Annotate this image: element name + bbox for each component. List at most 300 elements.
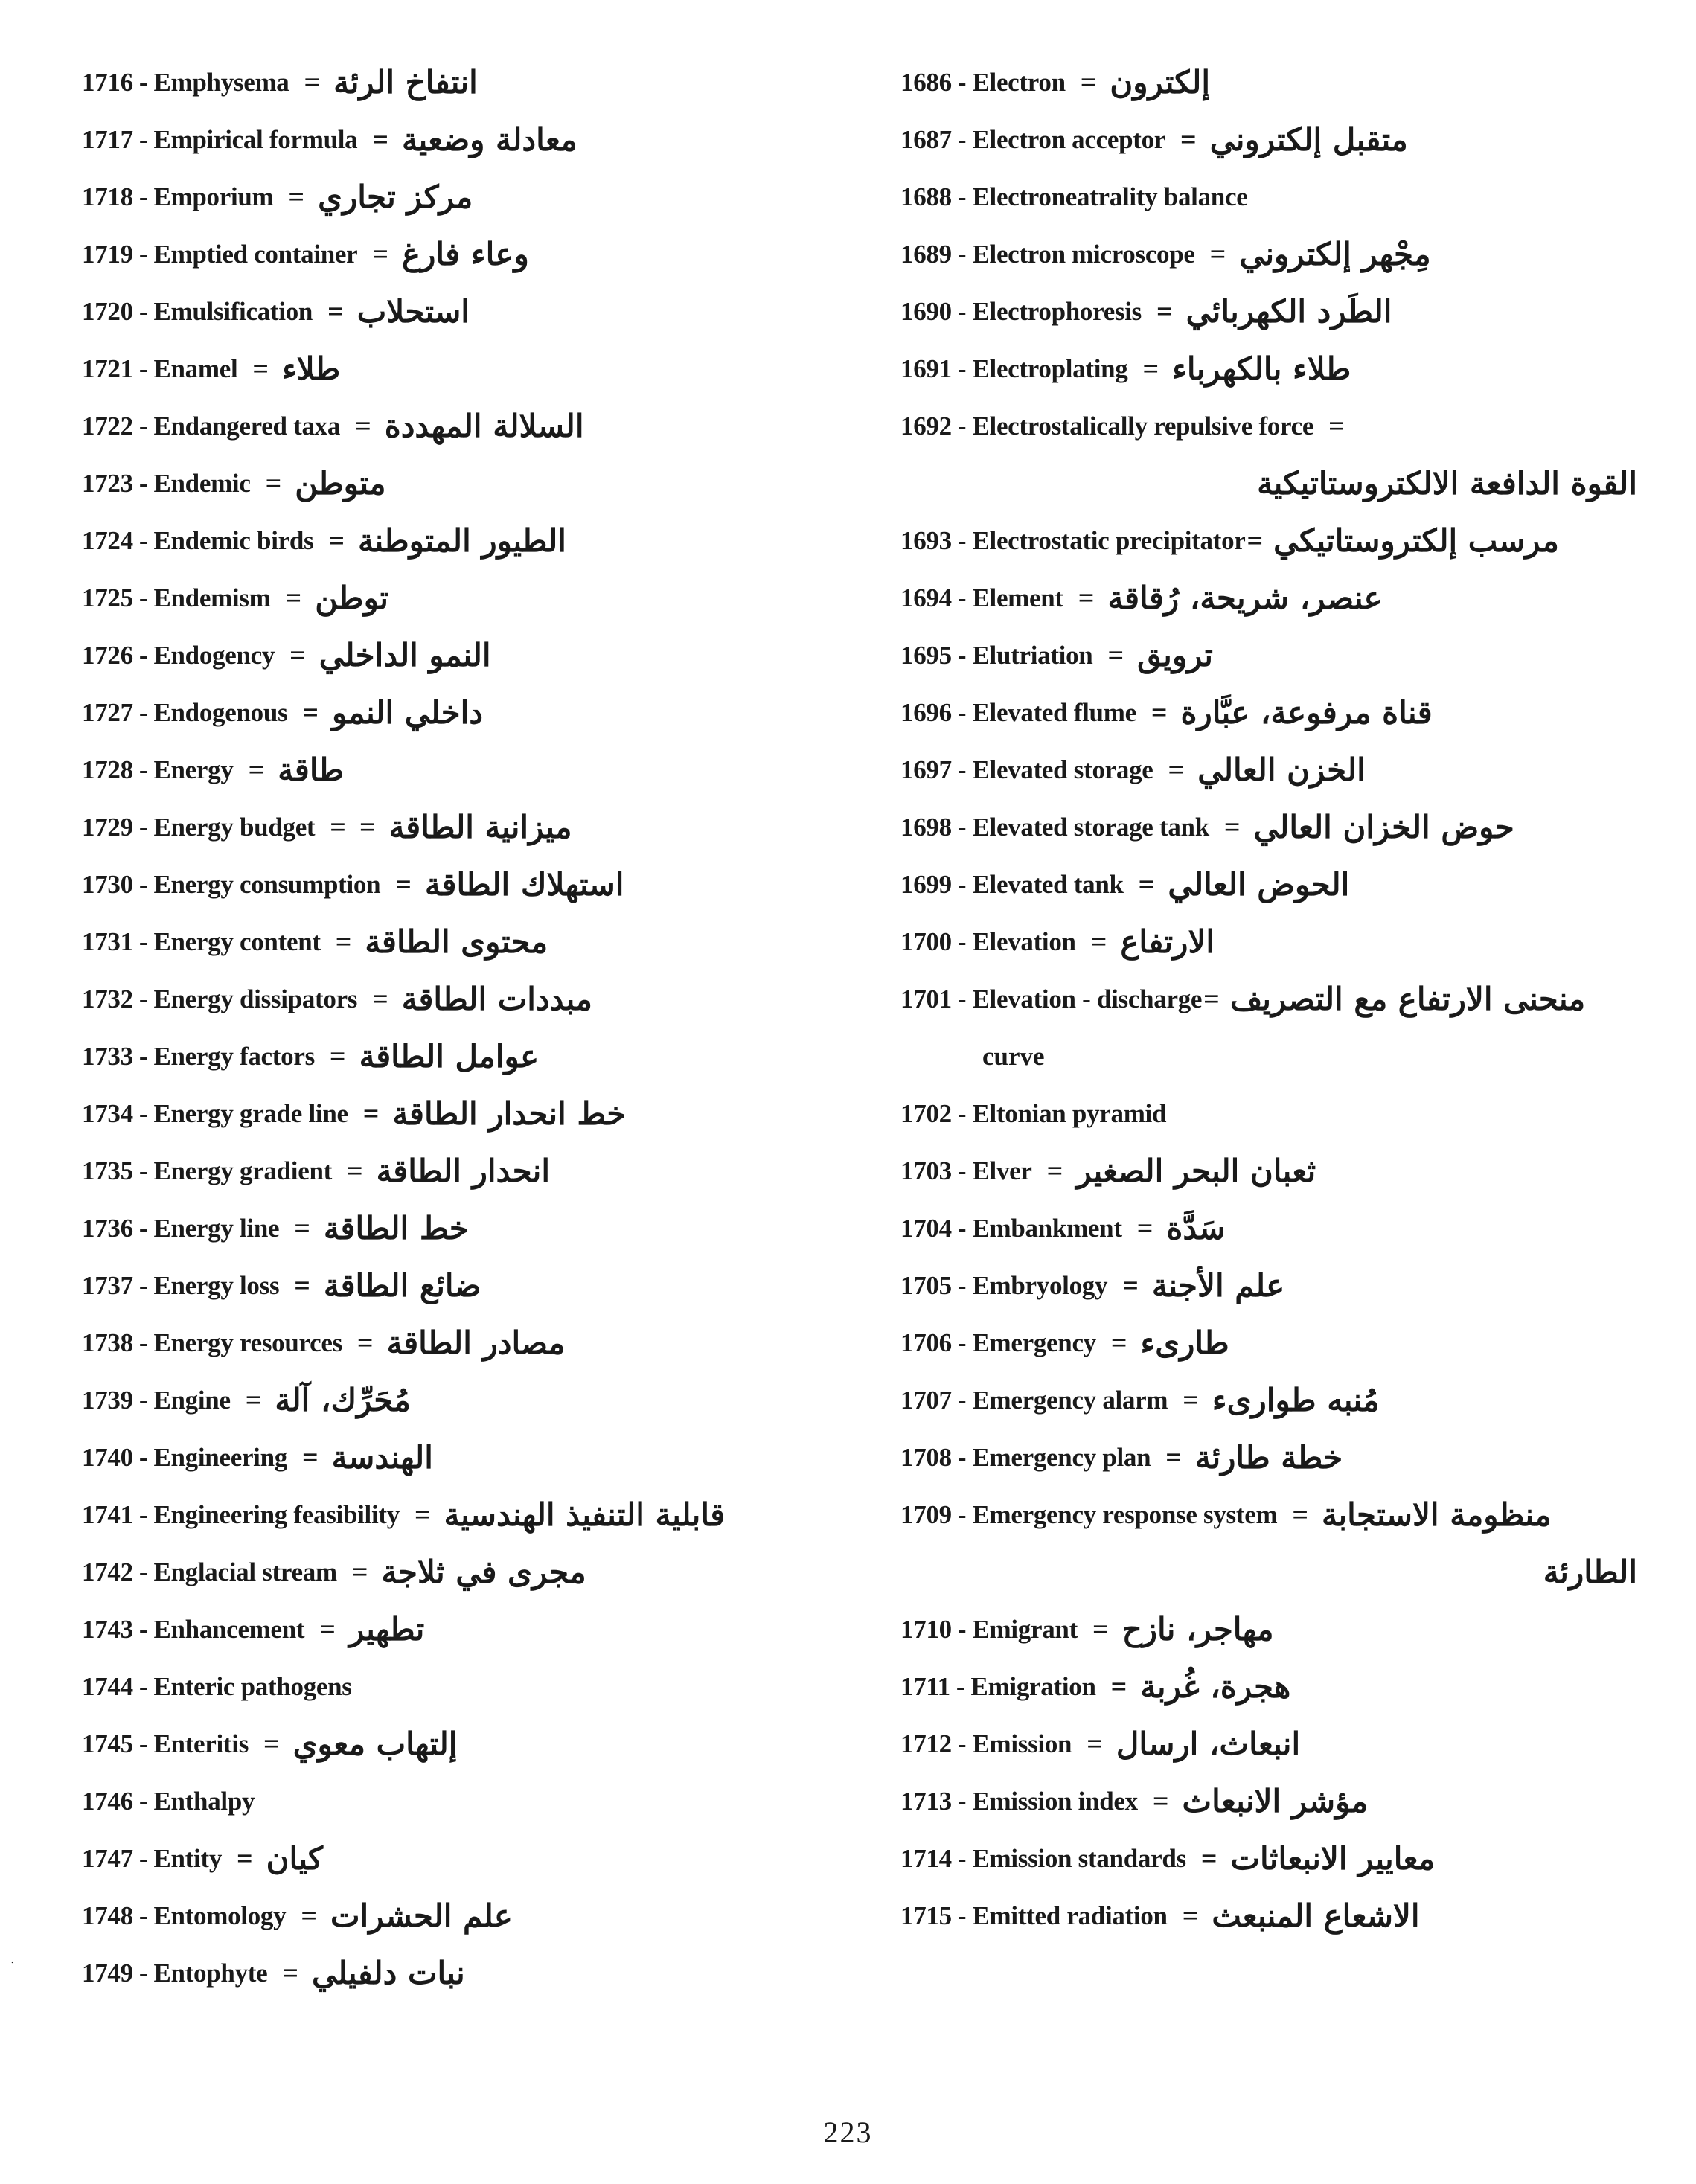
entry-term: Energy resources (153, 1328, 342, 1357)
entry-number: 1694 (900, 583, 952, 612)
glossary-entry (82, 741, 826, 798)
glossary-entry (900, 798, 1645, 856)
entry-number: 1736 (82, 1213, 133, 1243)
glossary-entry (900, 1257, 1645, 1314)
glossary-entry (900, 913, 1645, 970)
glossary-entry (82, 1830, 826, 1887)
entry-equals: = (1180, 124, 1197, 156)
entry-number: 1737 (82, 1270, 133, 1300)
glossary-entry (82, 970, 826, 1028)
entry-term: Elevated storage (972, 755, 1153, 784)
entry-term: Energy loss (153, 1270, 280, 1300)
entry-arabic: طارىء (1140, 1325, 1229, 1361)
glossary-entry (82, 627, 826, 684)
entry-number: 1720 (82, 296, 133, 326)
entry-term: Engine (153, 1385, 231, 1415)
glossary-entry (82, 1371, 826, 1429)
entry-arabic: ميزانية الطاقة (388, 809, 572, 845)
glossary-entry (82, 1944, 826, 2002)
entry-arabic: خط الطاقة (323, 1210, 469, 1246)
entry-term: Emitted radiation (972, 1900, 1168, 1930)
entry-term: Entity (153, 1843, 223, 1873)
entry-number: 1730 (82, 869, 133, 899)
glossary-entry (82, 512, 826, 569)
entry-term: Emission (972, 1729, 1072, 1758)
entry-separator: - (138, 1729, 148, 1758)
entry-equals: = (248, 754, 265, 786)
entry-arabic: مُحَرِّك، آلة (275, 1382, 411, 1418)
entry-separator: - (138, 1958, 148, 1988)
entry-term: Engineering feasibility (153, 1499, 400, 1529)
entry-number: 1701 (900, 984, 952, 1013)
entry-separator: - (138, 525, 148, 555)
entry-separator: - (138, 67, 148, 97)
entry-equals: = (1247, 525, 1264, 557)
entry-arabic: قابلية التنفيذ الهندسية (444, 1496, 726, 1533)
entry-term: Emission index (972, 1786, 1138, 1816)
entry-term: Elevated flume (972, 697, 1136, 727)
entry-arabic: الاشعاع المنبعث (1212, 1898, 1420, 1934)
glossary-entry (82, 225, 826, 283)
glossary-entry (900, 1887, 1645, 1944)
entry-term: Endangered taxa (153, 411, 341, 441)
entry-number: 1727 (82, 697, 133, 727)
entry-term: Energy grade line (153, 1098, 348, 1128)
entry-number: 1740 (82, 1442, 133, 1472)
entry-equals: = (355, 410, 371, 442)
entry-term: Endogenous (153, 697, 288, 727)
glossary-entry (900, 283, 1645, 340)
entry-equals: = (1136, 1212, 1153, 1244)
entry-arabic: الطارئة (1543, 1554, 1637, 1590)
glossary-entry (900, 1371, 1645, 1429)
entry-arabic: مؤشر الانبعاث (1182, 1783, 1369, 1819)
entry-equals: = (289, 639, 306, 671)
entry-separator: - (957, 182, 967, 211)
entry-separator: - (957, 1729, 967, 1758)
entry-equals: = (1209, 238, 1226, 270)
entry-term: Entophyte (153, 1958, 268, 1988)
entry-number: 1718 (82, 182, 133, 211)
entry-separator: - (957, 926, 967, 956)
entry-separator: - (957, 1786, 967, 1816)
entry-separator: - (138, 411, 148, 441)
entry-equals: = (285, 582, 302, 614)
entry-separator: - (957, 697, 967, 727)
entry-separator: - (957, 411, 967, 441)
entry-equals: = (335, 926, 352, 958)
entry-term: Electrophoresis (972, 296, 1142, 326)
entry-equals: = (1080, 66, 1097, 98)
entry-arabic: عنصر، شريحة، رُقاقة (1107, 580, 1383, 616)
entry-separator: - (957, 1442, 967, 1472)
entry-term: Energy line (153, 1213, 280, 1243)
entry-separator: - (138, 640, 148, 670)
entry-arabic: هجرة، غُربة (1140, 1668, 1291, 1705)
entry-arabic: ثعبان البحر الصغير (1076, 1153, 1316, 1189)
entry-term: Energy (153, 755, 234, 784)
entry-term: Emporium (153, 182, 274, 211)
glossary-entry (82, 1429, 826, 1486)
entry-number: 1716 (82, 67, 133, 97)
glossary-entry (82, 913, 826, 970)
entry-separator: - (138, 353, 148, 383)
entry-equals: = (237, 1842, 253, 1874)
entry-term: Enhancement (153, 1614, 305, 1644)
entry-term: Engineering (153, 1442, 287, 1472)
glossary-entry (900, 627, 1645, 684)
entry-term: Energy gradient (153, 1156, 332, 1185)
entry-separator: - (957, 1843, 967, 1873)
entry-equals: = (1046, 1155, 1063, 1187)
entry-term: Elevation - discharge (972, 984, 1203, 1013)
page-number: 223 (823, 2116, 873, 2149)
glossary-entry (900, 1314, 1645, 1371)
entry-separator: - (138, 1328, 148, 1357)
entry-separator: - (138, 1843, 148, 1873)
entry-number: 1715 (900, 1900, 952, 1930)
entry-number: 1710 (900, 1614, 952, 1644)
entry-separator: - (138, 755, 148, 784)
entry-arabic: مبددات الطاقة (401, 981, 592, 1017)
entry-arabic: استحلاب (356, 293, 470, 330)
entry-arabic: طاقة (278, 752, 345, 788)
entry-arabic: محتوى الطاقة (365, 923, 548, 960)
entry-equals: = (1200, 1842, 1217, 1874)
entry-separator: - (957, 239, 967, 269)
glossary-entry (900, 1658, 1645, 1715)
glossary-entry (900, 397, 1645, 455)
entry-equals: = (294, 1269, 310, 1301)
entry-arabic: القوة الدافعة الالكتروستاتيكية (1257, 465, 1637, 502)
entry-term: Emulsification (153, 296, 313, 326)
glossary-entry (900, 856, 1645, 913)
entry-equals: = (1078, 582, 1095, 614)
entry-term: Elevated storage tank (972, 812, 1209, 842)
entry-number: 1702 (900, 1098, 952, 1128)
entry-separator: - (957, 525, 967, 555)
entry-separator: - (957, 984, 967, 1013)
entry-number: 1742 (82, 1557, 133, 1586)
entry-separator: - (957, 296, 967, 326)
glossary-entry (900, 225, 1645, 283)
entry-arabic: مِجْهر إلكتروني (1239, 236, 1431, 272)
entry-arabic: الخزن العالي (1197, 752, 1366, 788)
entry-separator: - (138, 1098, 148, 1128)
entry-term: Energy dissipators (153, 984, 358, 1013)
entry-arabic: انبعاث، ارسال (1116, 1726, 1301, 1762)
glossary-entry (900, 54, 1645, 111)
entry-number: 1706 (900, 1328, 952, 1357)
entry-separator: - (957, 1270, 967, 1300)
entry-term: Elevated tank (972, 869, 1124, 899)
glossary-entry (900, 1429, 1645, 1486)
entry-term: Electron acceptor (972, 124, 1166, 154)
left-column (82, 54, 826, 2002)
entry-number: 1714 (900, 1843, 952, 1873)
entry-arabic: داخلي النمو (332, 694, 483, 731)
entry-arabic: مرسب إلكتروستاتيكي (1273, 522, 1559, 559)
entry-arabic: خطة طارئة (1194, 1439, 1343, 1476)
entry-equals: = (319, 1613, 336, 1645)
entry-arabic: تطهير (348, 1611, 425, 1647)
entry-number: 1728 (82, 755, 133, 784)
entry-term: Emission standards (972, 1843, 1186, 1873)
entry-number: 1698 (900, 812, 952, 842)
entry-separator: - (957, 869, 967, 899)
entry-separator: - (957, 1156, 967, 1185)
entry-separator: - (138, 1499, 148, 1529)
entry-term: Energy consumption (153, 869, 381, 899)
entry-number: 1738 (82, 1328, 133, 1357)
entry-arabic: ضائع الطاقة (323, 1267, 481, 1304)
entry-number: 1749 (82, 1958, 133, 1988)
entry-number: 1745 (82, 1729, 133, 1758)
entry-term: Enthalpy (153, 1786, 255, 1816)
entry-equals: = (1107, 639, 1124, 671)
entry-number: 1697 (900, 755, 952, 784)
entry-number: 1695 (900, 640, 952, 670)
entry-arabic: سَدَّة (1166, 1210, 1226, 1246)
glossary-entry (82, 455, 826, 512)
glossary-entry (82, 1658, 826, 1715)
entry-number: 1686 (900, 67, 952, 97)
entry-number: 1739 (82, 1385, 133, 1415)
entry-arabic: مصادر الطاقة (386, 1325, 566, 1361)
entry-separator: - (138, 984, 148, 1013)
glossary-entry (82, 1887, 826, 1944)
entry-separator: - (138, 583, 148, 612)
entry-term: Enteric pathogens (153, 1671, 352, 1701)
entry-number: 1731 (82, 926, 133, 956)
entry-separator: - (138, 1614, 148, 1644)
entry-equals: = (304, 66, 321, 98)
entry-arabic-continuation (900, 1543, 1637, 1601)
entry-separator: - (138, 926, 148, 956)
glossary-entry (82, 340, 826, 397)
entry-term: Energy content (153, 926, 321, 956)
entry-term: Eltonian pyramid (972, 1098, 1167, 1128)
entry-number: 1688 (900, 182, 952, 211)
entry-number: 1743 (82, 1614, 133, 1644)
entry-arabic: الطَرد الكهربائي (1185, 293, 1392, 330)
entry-equals: = (346, 1155, 363, 1187)
entry-separator: - (138, 182, 148, 211)
entry-arabic: معادلة وضعية (402, 121, 577, 158)
entry-term: Emergency (972, 1328, 1096, 1357)
entry-number: 1746 (82, 1786, 133, 1816)
entry-arabic: منظومة الاستجابة (1321, 1496, 1552, 1533)
entry-term: Endemic birds (153, 525, 314, 555)
glossary-entry (900, 1773, 1645, 1830)
entry-equals: = (1110, 1327, 1127, 1359)
entry-number: 1719 (82, 239, 133, 269)
entry-equals: = (1122, 1269, 1139, 1301)
entry-arabic: متوطن (295, 465, 386, 502)
entry-term: Endogency (153, 640, 275, 670)
entry-separator: - (138, 812, 148, 842)
entry-equals: = (328, 525, 345, 557)
entry-equals: = (1328, 410, 1345, 442)
entry-separator: - (957, 1499, 967, 1529)
entry-equals: = (288, 181, 305, 213)
entry-equals: = (372, 238, 389, 270)
entry-equals: = (1183, 1384, 1199, 1416)
entry-equals: = (327, 295, 344, 327)
entry-equals: = (1156, 295, 1173, 327)
entry-term: Englacial stream (153, 1557, 337, 1586)
entry-equals: = (1203, 983, 1220, 1015)
entry-equals: = (1138, 868, 1155, 900)
entry-term: Endemic (153, 468, 251, 498)
entry-separator: - (957, 1614, 967, 1644)
entry-equals: = (301, 1441, 319, 1473)
entry-equals: = (356, 1327, 374, 1359)
entry-number: 1733 (82, 1041, 133, 1071)
entry-equals: = (1168, 754, 1185, 786)
entry-number: 1687 (900, 124, 952, 154)
glossary-entry (900, 1715, 1645, 1773)
entry-number: 1690 (900, 296, 952, 326)
entry-number: 1693 (900, 525, 952, 555)
entry-arabic: استهلاك الطاقة (424, 866, 624, 903)
glossary-entry (82, 283, 826, 340)
entry-number: 1696 (900, 697, 952, 727)
entry-term: Electron (972, 67, 1066, 97)
entry-arabic: توطن (315, 580, 388, 616)
entry-separator: - (957, 583, 967, 612)
entry-arabic: إلتهاب معوي (292, 1726, 458, 1762)
entry-separator: - (138, 1557, 148, 1586)
entry-number: 1709 (900, 1499, 952, 1529)
entry-separator: - (138, 1213, 148, 1243)
entry-term: Entomology (153, 1900, 287, 1930)
entry-equals: = (1090, 926, 1107, 958)
entry-arabic: معايير الانبعاثات (1230, 1840, 1436, 1877)
entry-separator: - (957, 1213, 967, 1243)
entry-arabic: وعاء فارغ (402, 236, 529, 272)
glossary-entry (900, 970, 1645, 1028)
entry-equals: = (1182, 1900, 1199, 1932)
entry-equals: = (1087, 1728, 1103, 1760)
entry-arabic: السلالة المهددة (384, 408, 584, 444)
entry-arabic: علم الأجنة (1151, 1267, 1285, 1304)
entry-equals: = (362, 1098, 380, 1130)
glossary-entry (82, 1543, 826, 1601)
glossary-entry (900, 1142, 1645, 1200)
entry-number: 1707 (900, 1385, 952, 1415)
glossary-entry (82, 1085, 826, 1142)
entry-number: 1711 (900, 1671, 950, 1701)
glossary-entry (82, 1142, 826, 1200)
entry-number: 1723 (82, 468, 133, 498)
entry-equals: = (395, 868, 412, 900)
glossary-entry (82, 684, 826, 741)
entry-number: 1700 (900, 926, 952, 956)
entry-separator: - (138, 1786, 148, 1816)
glossary-entry (900, 1601, 1645, 1658)
glossary-entry (82, 1200, 826, 1257)
glossary-entry (900, 1085, 1645, 1142)
glossary-entry (82, 1314, 826, 1371)
entry-term: Energy factors (153, 1041, 315, 1071)
entry-number: 1721 (82, 353, 133, 383)
glossary-entry (900, 1486, 1645, 1543)
entry-equals: = (359, 811, 376, 843)
entry-separator: - (138, 1900, 148, 1930)
glossary-entry (82, 397, 826, 455)
glossary-entry (82, 798, 826, 856)
entry-term: Element (972, 583, 1063, 612)
glossary-entry (82, 856, 826, 913)
entry-number: 1729 (82, 812, 133, 842)
glossary-entry (900, 168, 1645, 225)
glossary-entry (900, 111, 1645, 168)
entry-equals: = (245, 1384, 262, 1416)
entry-number: 1726 (82, 640, 133, 670)
entry-equals: = (1292, 1499, 1308, 1531)
entry-term: Electroplating (972, 353, 1128, 383)
entry-arabic: الطيور المتوطنة (358, 522, 566, 559)
entry-equals: = (301, 1900, 317, 1932)
entry-arabic: مركز تجاري (318, 179, 473, 215)
entry-separator: - (957, 1900, 967, 1930)
entry-equals: = (414, 1499, 431, 1531)
entry-number: 1747 (82, 1843, 133, 1873)
entry-number: 1704 (900, 1213, 952, 1243)
entry-equals: = (1151, 696, 1168, 728)
entry-arabic: قناة مرفوعة، عبَّارة (1180, 694, 1433, 731)
entry-arabic: منحنى الارتفاع مع التصريف (1229, 981, 1586, 1017)
glossary-entry (82, 1257, 826, 1314)
entry-arabic: طلاء بالكهرباء (1172, 350, 1351, 387)
glossary-entry (82, 111, 826, 168)
entry-term: Embryology (972, 1270, 1108, 1300)
entry-arabic: انتفاخ الرئة (333, 64, 478, 100)
entry-term: Embankment (972, 1213, 1122, 1243)
entry-equals: = (372, 124, 389, 156)
entry-separator: - (957, 353, 967, 383)
entry-term: Electrostalically repulsive force (972, 411, 1314, 441)
entry-separator: - (138, 1442, 148, 1472)
entry-arabic: الارتفاع (1120, 923, 1215, 960)
entry-term: Electron microscope (972, 239, 1195, 269)
glossary-entry (900, 684, 1645, 741)
entry-number: 1708 (900, 1442, 952, 1472)
entry-arabic: عوامل الطاقة (359, 1038, 540, 1075)
entry-term: Enamel (153, 353, 238, 383)
entry-term: Electrostatic precipitator (972, 525, 1246, 555)
entry-number: 1703 (900, 1156, 952, 1185)
glossary-entry (82, 1028, 826, 1085)
entry-term: Energy budget (153, 812, 316, 842)
entry-separator: - (956, 1671, 965, 1701)
glossary-entry (82, 1773, 826, 1830)
entry-separator: - (138, 124, 148, 154)
entry-equals: = (1165, 1441, 1182, 1473)
entry-separator: - (957, 124, 967, 154)
entry-separator: - (138, 1156, 148, 1185)
entry-arabic: الحوض العالي (1168, 866, 1350, 903)
entry-separator: - (957, 640, 967, 670)
entry-separator: - (138, 1385, 148, 1415)
entry-number: 1735 (82, 1156, 133, 1185)
entry-number: 1722 (82, 411, 133, 441)
entry-equals: = (1152, 1785, 1169, 1817)
entry-number: 1692 (900, 411, 952, 441)
glossary-entry (900, 741, 1645, 798)
stray-mark: . (10, 1951, 15, 1967)
